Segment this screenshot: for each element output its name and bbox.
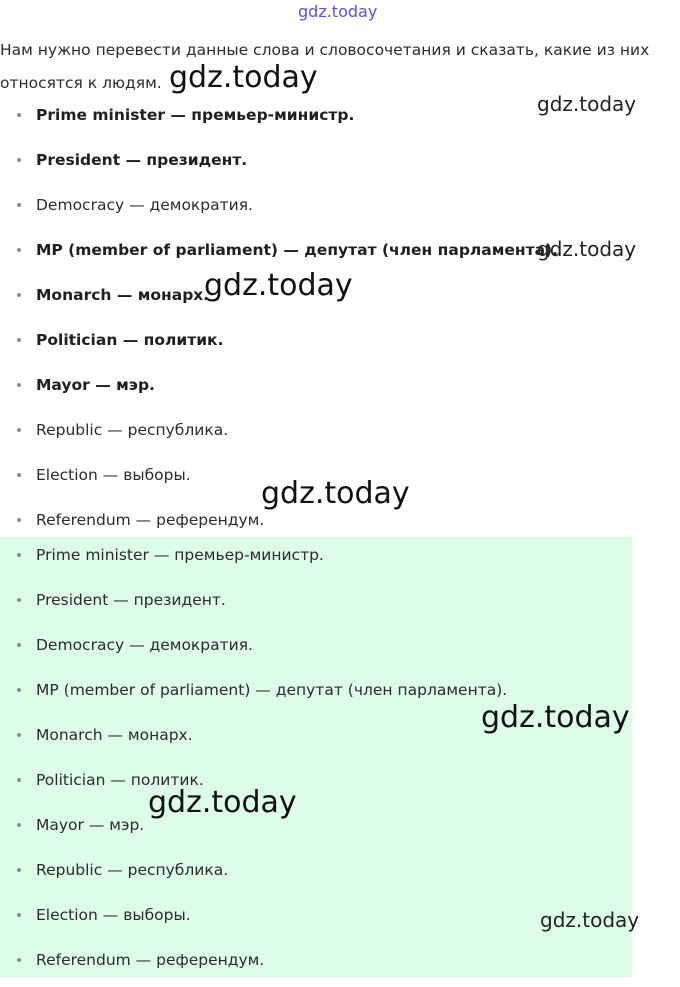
watermark: gdz.today — [537, 92, 637, 116]
list-item-text: Election — выборы. — [36, 906, 191, 924]
list-item-text: Prime minister — премьер-министр. — [36, 546, 324, 564]
bullet-icon — [17, 958, 21, 962]
bullet-icon — [17, 598, 21, 602]
list-item-text: Republic — республика. — [36, 861, 229, 879]
bullet-icon — [17, 733, 21, 737]
list-item-text: Democracy — демократия. — [36, 196, 253, 214]
list-item-text: Referendum — референдум. — [36, 511, 265, 529]
bullet-icon — [17, 158, 21, 162]
bullet-icon — [17, 643, 21, 647]
bullet-icon — [17, 113, 21, 117]
bullet-icon — [17, 473, 21, 477]
bullet-icon — [17, 913, 21, 917]
list-item-text: Monarch — монарх. — [36, 286, 210, 304]
list-item-text: MP (member of parliament) — депутат (член парламента). — [36, 681, 508, 699]
list-item-text: Mayor — мэр. — [36, 816, 145, 834]
bullet-icon — [17, 823, 21, 827]
list-item — [0, 412, 558, 457]
bullet-icon — [17, 383, 21, 387]
list-item-text: Monarch — монарх. — [36, 726, 193, 744]
list-item — [0, 187, 558, 232]
list-item — [0, 582, 507, 627]
list-item-text: Politician — политик. — [36, 771, 204, 789]
watermark: gdz.today — [204, 268, 353, 303]
bullet-icon — [17, 203, 21, 207]
list-item-text: President — президент. — [36, 591, 226, 609]
list-item-text: Republic — республика. — [36, 421, 229, 439]
bullet-icon — [17, 293, 21, 297]
bullet-icon — [17, 688, 21, 692]
list-item — [0, 322, 558, 367]
watermark: gdz.today — [540, 908, 640, 932]
list-item — [0, 142, 558, 187]
list-item — [0, 852, 507, 897]
site-logo[interactable]: gdz.today — [298, 2, 378, 21]
list-item — [0, 537, 507, 582]
watermark: gdz.today — [481, 700, 630, 735]
list-item-text: Politician — политик. — [36, 331, 224, 349]
list-item-text: Prime minister — премьер-министр. — [36, 106, 355, 124]
list-item-text: President — президент. — [36, 151, 248, 169]
watermark: gdz.today — [261, 476, 410, 511]
translation-list-secondary — [0, 537, 507, 987]
list-item — [0, 672, 507, 717]
list-item — [0, 367, 558, 412]
list-item — [0, 97, 558, 142]
list-item — [0, 627, 507, 672]
bullet-icon — [17, 248, 21, 252]
watermark: gdz.today — [537, 237, 637, 261]
bullet-icon — [17, 553, 21, 557]
list-item-text: MP (member of parliament) — депутат (член парламента). — [36, 241, 559, 259]
bullet-icon — [17, 868, 21, 872]
list-item — [0, 897, 507, 942]
watermark: gdz.today — [169, 60, 318, 95]
list-item-text: Election — выборы. — [36, 466, 191, 484]
bullet-icon — [17, 778, 21, 782]
list-item — [0, 942, 507, 987]
list-item-text: Mayor — мэр. — [36, 376, 155, 394]
bullet-icon — [17, 518, 21, 522]
list-item-text: Democracy — демократия. — [36, 636, 253, 654]
bullet-icon — [17, 338, 21, 342]
task-intro-text: Нам нужно перевести данные слова и словосочетания и сказать, какие из них относятся к людям. — [0, 41, 650, 92]
bullet-icon — [17, 428, 21, 432]
watermark: gdz.today — [148, 785, 297, 820]
list-item-text: Referendum — референдум. — [36, 951, 265, 969]
list-item — [0, 717, 507, 762]
